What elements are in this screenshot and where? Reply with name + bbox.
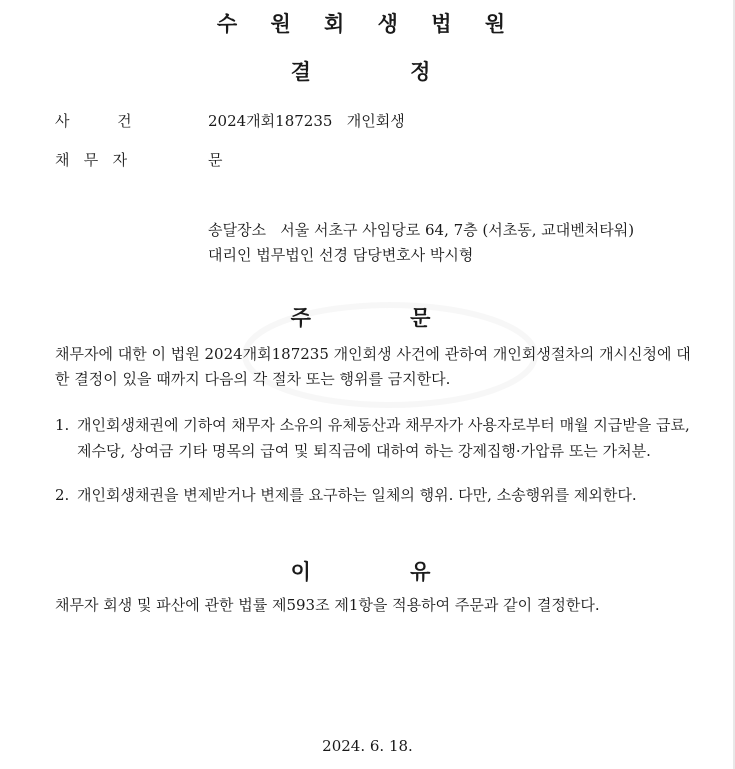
service-address: 송달장소 서울 서초구 사임당로 64, 7층 (서초동, 교대벤처타워) <box>208 221 635 239</box>
order-intro: 채무자에 대한 이 법원 2024개회187235 개인회생 사건에 관하여 개인회생절차의 개시신청에 대한 결정이 있을 때까지 다음의 각 절차 또는 행위를 금지한다. <box>55 345 691 388</box>
order-item-text: 개인회생채권에 기하여 채무자 소유의 유체동산과 채무자가 사용자로부터 매월 지급받을 급료, 제수당, 상여금 기타 명목의 급여 및 퇴직금에 대하여 하는 강제집행·가압류 또는 가처분. <box>77 416 690 460</box>
debtor-value: 문 <box>208 151 223 169</box>
decision-date: 2024. 6. 18. <box>322 737 413 755</box>
debtor-label: 채 무 자 <box>55 151 128 169</box>
debtor-row <box>55 149 223 221</box>
order-item-text: 개인회생채권을 변제받거나 변제를 요구하는 일체의 행위. 다만, 소송행위를 제외한다. <box>77 486 637 504</box>
order-item-number: 1. <box>55 416 70 434</box>
reason-heading: 이 유 <box>290 560 445 584</box>
order-heading: 주 문 <box>290 306 445 330</box>
court-title: 수 원 회 생 법 원 <box>216 12 519 36</box>
order-item <box>55 412 700 464</box>
legal-representative: 대리인 법무법인 선경 담당변호사 박시형 <box>208 246 474 264</box>
case-value: 2024개회187235 개인회생 <box>208 112 405 130</box>
case-label: 사 건 <box>55 112 132 130</box>
order-item <box>55 482 700 508</box>
document-type-title: 결 정 <box>290 60 445 84</box>
order-item-number: 2. <box>55 486 70 504</box>
reason-text: 채무자 회생 및 파산에 관한 법률 제593조 제1항을 적용하여 주문과 같이 결정한다. <box>55 596 600 614</box>
